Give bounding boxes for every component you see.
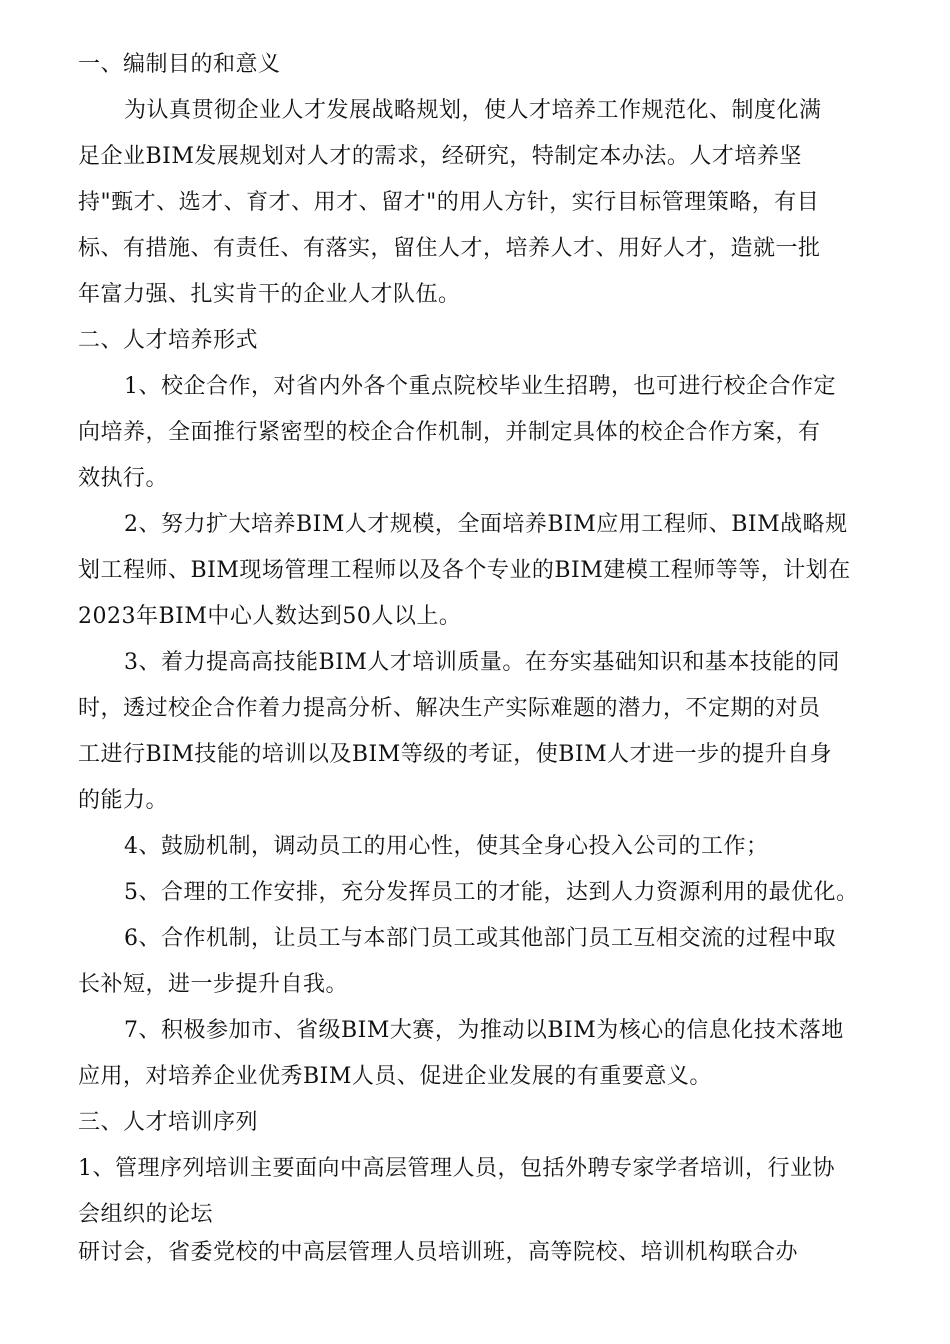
section-heading-3: 三、人才培训序列 — [78, 1110, 259, 1135]
list-item-line: 1、管理序列培训主要面向中高层管理人员，包括外聘专家学者培训，行业协 — [78, 1156, 835, 1181]
section-heading-1: 一、编制目的和意义 — [78, 52, 281, 77]
list-item-line: 2、努力扩大培养BIM人才规模，全面培养BIM应用工程师、BIM战略规 — [124, 512, 848, 537]
list-item-line: 6、合作机制，让员工与本部门员工或其他部门员工互相交流的过程中取 — [124, 926, 836, 951]
list-item-line: 划工程师、BIM现场管理工程师以及各个专业的BIM建模工程师等等，计划在 — [78, 558, 851, 583]
paragraph-line: 年富力强、扎实肯干的企业人才队伍。 — [78, 282, 461, 307]
list-item-line: 7、积极参加市、省级BIM大赛，为推动以BIM为核心的信息化技术落地 — [124, 1018, 844, 1043]
paragraph-line: 为认真贯彻企业人才发展战略规划，使人才培养工作规范化、制度化满 — [124, 98, 822, 123]
list-item-line: 向培养，全面推行紧密型的校企合作机制，并制定具体的校企合作方案，有 — [78, 420, 821, 445]
list-item-line: 5、合理的工作安排，充分发挥员工的才能，达到人力资源利用的最优化。 — [124, 880, 859, 905]
list-item-line: 研讨会，省委党校的中高层管理人员培训班，高等院校、培训机构联合办 — [78, 1240, 799, 1265]
list-item-line: 工进行BIM技能的培训以及BIM等级的考证，使BIM人才进一步的提升自身 — [78, 742, 833, 767]
list-item-line: 1、校企合作，对省内外各个重点院校毕业生招聘，也可进行校企合作定 — [124, 374, 836, 399]
section-heading-2: 二、人才培养形式 — [78, 328, 259, 353]
paragraph-line: 持"甄才、选才、育才、用才、留才"的用人方针，实行目标管理策略，有目 — [78, 190, 820, 215]
paragraph-line: 标、有措施、有责任、有落实，留住人才，培养人才、用好人才，造就一批 — [78, 236, 821, 261]
list-item-line: 3、着力提高高技能BIM人才培训质量。在夯实基础知识和基本技能的同 — [124, 650, 840, 675]
list-item-line: 时，透过校企合作着力提高分析、解决生产实际难题的潜力，不定期的对员 — [78, 696, 821, 721]
list-item-line: 4、鼓励机制，调动员工的用心性，使其全身心投入公司的工作； — [124, 834, 769, 859]
list-item-line: 2023年BIM中心人数达到50人以上。 — [78, 604, 462, 629]
list-item-line: 长补短，进一步提升自我。 — [78, 972, 349, 997]
list-item-line: 会组织的论坛 — [78, 1202, 214, 1227]
list-item-line: 的能力。 — [78, 788, 169, 813]
paragraph-line: 足企业BIM发展规划对人才的需求，经研究，特制定本办法。人才培养坚 — [78, 144, 802, 169]
list-item-line: 应用，对培养企业优秀BIM人员、促进企业发展的有重要意义。 — [78, 1064, 712, 1089]
list-item-line: 效执行。 — [78, 466, 169, 491]
